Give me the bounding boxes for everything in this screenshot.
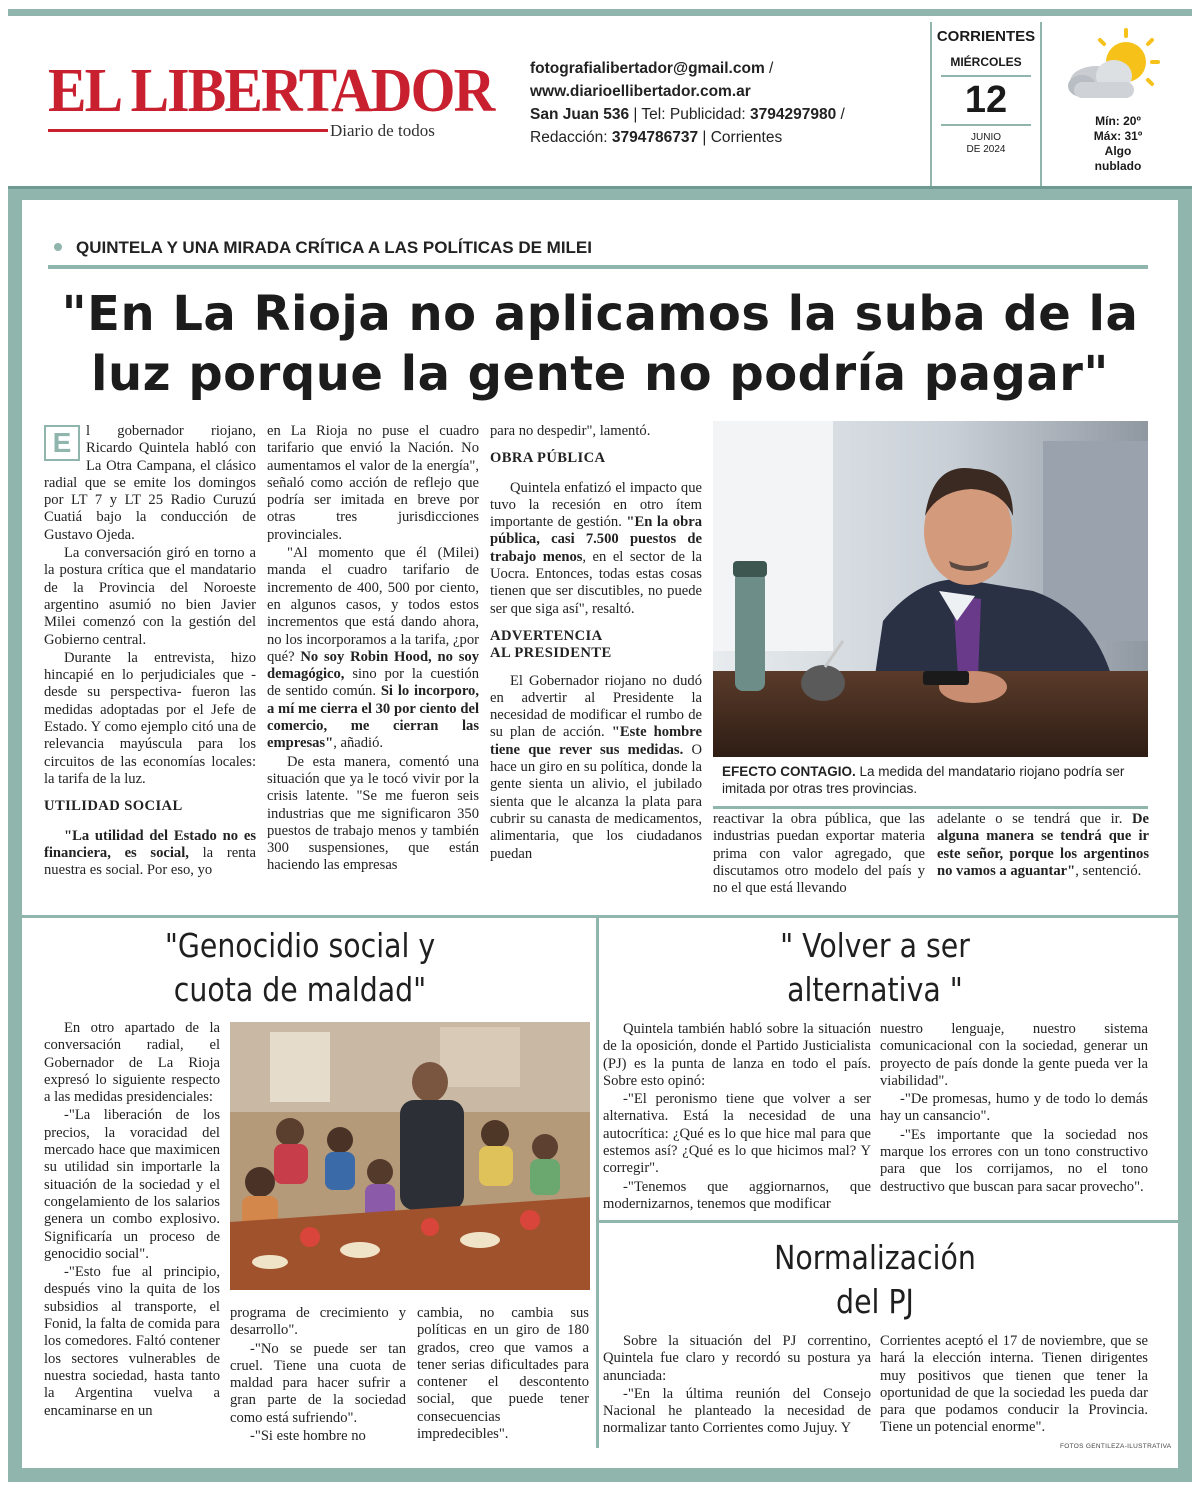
volver-column-1 (603, 1021, 871, 1214)
subhead-line-1: "Genocidio social y (164, 926, 436, 965)
partly-cloudy-icon (1062, 24, 1172, 114)
paragraph: -"Es importante que la sociedad nos marque los errores con un tono constructivo para que los corrijamos, no el tono destructivo que buscan para sacar provecho". (880, 1126, 1148, 1195)
bullet-icon (54, 243, 62, 251)
photo-comedor (230, 1022, 590, 1290)
kicker: QUINTELA Y UNA MIRADA CRÍTICA A LAS POLÍTICAS DE MILEI (76, 238, 592, 257)
caption-lead: EFECTO CONTAGIO. (722, 764, 856, 779)
paragraph: Sobre la situación del PJ correntino, Quintela fue claro y recordó su postura ya anunciada: (603, 1333, 871, 1384)
photo-governor (713, 421, 1148, 757)
weather-desc: Algo (1104, 144, 1132, 158)
bold-quote: "Este hombre tiene que rever sus medidas. (490, 724, 702, 758)
genocidio-column-2 (230, 1305, 406, 1446)
subhead-line-2: del PJ (836, 1282, 914, 1321)
paragraph: l gobernador riojano, Ricardo Quintela habló con La Otra Campana, el clásico radial que se emite los domingos por LT 7 y LT 25 Radio Curuzú Cuatiá bajo la conducción de Gustavo Ojeda. (44, 423, 256, 543)
subhead-normalizacion (690, 1236, 1060, 1324)
paragraph: Quintela también habló sobre la situación de la oposición, donde el Partido Justicialista (PJ) es la punta de lanza en todo el país. Sobre esto opinó: (603, 1021, 871, 1089)
separator: / (836, 106, 845, 123)
paragraph: -"La liberación de los precios, la voracidad del mercado hace que maximicen su utilidad sin importarle la situación de la sociedad y el congelamiento de los salarios genera un combo explosivo. Significaría un proceso de genocidio social". (44, 1107, 220, 1262)
paragraph-text: sino por la cuestión de sentido común. (267, 666, 479, 700)
bold-quote: Si lo incorporo, a mí me cierra el 30 por ciento del comercio, me cierran las empresas" (267, 683, 479, 752)
genocidio-column-3 (417, 1305, 589, 1444)
date-box (930, 22, 1042, 188)
city: CORRIENTES (936, 28, 1036, 45)
weather-desc-2: nublado (1094, 159, 1142, 173)
email-link[interactable]: fotografialibertador@gmail.com (530, 60, 765, 77)
weekday: MIÉRCOLES (950, 55, 1022, 69)
bold-quote: No soy Robin Hood, no soy demagógico, (267, 648, 479, 683)
section-heading: OBRA PÚBLICA (490, 450, 606, 467)
caption-text: La medida del mandatario riojano podría ser imitada por otras tres provincias. (722, 764, 1125, 796)
kicker-row (48, 233, 1148, 269)
paragraph-text: , sentenció. (1075, 862, 1142, 879)
paragraph-text: adelante o se tendrá que ir. (937, 811, 1132, 827)
paragraph-text: , en el sector de la Uocra. Entonces, todas estas cosas tienen que ser discutibles, no puede ser que siga así", resaltó. (490, 548, 702, 617)
website-link[interactable]: www.diarioellibertador.com.ar (530, 83, 751, 100)
photo-credit: FOTOS GENTILEZA-ILUSTRATIVA (1060, 1443, 1172, 1450)
paragraph-text: "Al momento que él (Milei) manda el cuadro tarifario de incremento de 400, 500 por ciento, en algunos casos, y todos estos incrementos que está dando ahora, no los incorporamos a la tarifa, ¿por qué? (267, 545, 479, 665)
paragraph: -"Esto fue al principio, después vino la quita de los subsidios al transporte, el Fonid, la falta de comida para los comedores. Faltó contener los sectores vulnerables de nuestra sociedad, hasta tanto la Argentina vuelva a encaminarse en un (44, 1264, 220, 1419)
logo-underline (48, 129, 328, 132)
weather-text (1044, 114, 1192, 174)
separator: / (764, 60, 774, 77)
children-dining-photo-illustration (230, 1022, 590, 1290)
tagline: Diario de todos (330, 121, 435, 140)
section-heading: UTILIDAD SOCIAL (44, 798, 183, 815)
article-column-5 (937, 811, 1149, 881)
paragraph: En otro apartado de la conversación radial, el Gobernador de La Rioja expresó lo siguiente respecto a las medidas presidenciales: (44, 1020, 220, 1106)
tel-label: | Tel: Publicidad: (629, 106, 750, 123)
paragraph-text: Quintela enfatizó el impacto que tuvo la recesión en otro ítem importante de gestión. (490, 479, 702, 531)
drop-cap: E (44, 425, 80, 461)
article-headline (40, 284, 1160, 404)
heading-line-1: ADVERTENCIA (490, 627, 603, 644)
masthead-bottom-bar (8, 186, 1192, 200)
paragraph: -"En la última reunión del Consejo Nacional he planteado la necesidad de normalizar tanto Corrientes como Jujuy. Y (603, 1385, 871, 1437)
pj-column-2 (880, 1333, 1148, 1438)
section-divider-2 (599, 1220, 1178, 1223)
governor-photo-illustration (713, 421, 1148, 757)
section-heading (490, 628, 702, 663)
headline-line-2: luz porque la gente no podría pagar" (91, 346, 1109, 402)
paragraph-text: El Gobernador riojano no dudó en advertir al Presidente la necesidad de modificar el rumbo de su plan de acción. (490, 672, 702, 741)
paragraph: reactivar la obra pública, que las industrias puedan exportar materia prima con valor agregado, que discutamos otro modelo del país y no el que está llevando (713, 811, 925, 897)
subhead-genocidio (119, 924, 480, 1012)
day-number: 12 (941, 75, 1031, 126)
paragraph: La conversación giró en torno a la postura crítica que el mandatario de la Provincia del Noroeste argentino asumió no bien Javier Milei comenzó con la gestión del Gobierno central. (44, 545, 256, 648)
paragraph: para no despedir", lamentó. (490, 423, 651, 439)
newspaper-logo[interactable]: EL LIBERTADOR (48, 57, 494, 125)
month-name: JUNIO (971, 132, 1001, 143)
volver-column-2 (880, 1021, 1148, 1197)
paragraph-text: la renta nuestra es social. Por eso, yo (44, 844, 256, 879)
pj-column-1 (603, 1333, 871, 1439)
section-divider (22, 915, 1178, 918)
paragraph: De esta manera, comentó una situación que ya le tocó vivir por la crisis latente. "Se me fueron seis industrias que me significaron 350 puestos de trabajo menos y también 300 suspensiones, que están haciendo las empresas (267, 753, 479, 874)
bold-quote: "La utilidad del Estado no es financiera, es social, (44, 827, 256, 861)
article-column-3 (490, 423, 702, 864)
temp-max: Máx: 31º (1093, 129, 1143, 143)
paragraph: Durante la entrevista, hizo hincapié en lo perjudiciales que -desde su perspectiva- fueron las medidas adoptadas por el Jefe de Estado. Y como ejemplo citó una de relevancia mayúscula para los circuitos de las economías locales: la tarifa de la luz. (44, 649, 256, 787)
paragraph: -"Si este hombre no (250, 1428, 366, 1445)
paragraph: nuestro lenguaje, nuestro sistema comunicacional con la sociedad, generar un proyecto de país donde la gente pueda ver la viabilidad". (880, 1021, 1148, 1089)
subhead-line-1: " Volver a ser (780, 926, 970, 965)
headline-line-1: "En La Rioja no aplicamos la suba de la (61, 286, 1139, 342)
paragraph: -"De promesas, humo y de todo lo demás hay un cansancio". (880, 1091, 1148, 1125)
masthead (8, 16, 1192, 186)
tel-redaccion: 3794786737 (611, 129, 699, 146)
paragraph: -"El peronismo tiene que volver a ser alternativa. Está la necesidad de una autocrítica: ¿Qué es lo que hice mal para que estemos así? ¿Qué es lo que hicimos mal? Y corregir". (603, 1091, 871, 1177)
top-accent-bar (8, 9, 1192, 16)
month (932, 132, 1040, 156)
weather-box (1044, 22, 1192, 188)
paragraph: -"No se puede ser tan cruel. Tiene una cuota de maldad para hacer sufrir a gran parte de la sociedad como está sufriendo". (230, 1340, 406, 1426)
temp-min: Mín: 20º (1095, 114, 1141, 128)
address: San Juan 536 (530, 106, 630, 123)
bold-quote: De alguna manera se tendrá que ir este señor, porque los argentinos no vamos a aguantar" (937, 811, 1149, 879)
heading-line-2: AL PRESIDENTE (490, 645, 612, 662)
article-column-2 (267, 423, 479, 876)
paragraph: -"Tenemos que aggiornarnos, que modernizarnos, tenemos que modificar (603, 1178, 871, 1212)
contact-info (530, 57, 870, 149)
paragraph-text: , añadió. (333, 735, 384, 752)
paragraph-text: O hace un giro en su política, donde la gente sienta un alivio, el jubilado sienta que le alcanza la plata para cubrir su canasta de medicamentos, alimentaria, que los ciudadanos puedan (490, 741, 702, 862)
bold-quote: "En la obra pública, casi 7.500 puestos de trabajo menos (490, 514, 702, 565)
article-column-1 (44, 423, 256, 880)
caption-rule (713, 806, 1148, 809)
subhead-volver (690, 924, 1060, 1012)
subhead-line-2: cuota de maldad" (173, 970, 427, 1009)
year: DE 2024 (966, 144, 1006, 155)
paragraph: programa de crecimiento y desarrollo". (230, 1305, 406, 1339)
column-divider (596, 918, 599, 1448)
tel-publicidad: 3794297980 (750, 106, 837, 123)
photo-caption (722, 763, 1146, 797)
paragraph: en La Rioja no puse el cuadro tarifario que envió la Nación. No aumentamos el valor de la energía", señaló como acción de reflejo que podría ser imitada en breve por otras tres jurisdicciones provinciales. (267, 423, 479, 543)
paragraph: cambia, no cambia sus políticas en un giro de 180 grados, creo que vamos a tener serias dificultades para contener el descontento social, que puede tener consecuencias impredecibles". (417, 1305, 589, 1443)
subhead-line-1: Normalización (774, 1238, 976, 1277)
article-column-4 (713, 811, 925, 898)
paragraph: Corrientes aceptó el 17 de noviembre, que se hará la elección interna. Tienen dirigentes muy positivos que tienen que tener la oportunidad de que la sociedad les pueda dar para que podamos conducir la Provincia. Tiene un potencial enorme". (880, 1333, 1148, 1436)
subhead-line-2: alternativa " (787, 970, 963, 1009)
genocidio-column-1 (44, 1020, 220, 1421)
redaccion-label: Redacción: (530, 129, 612, 146)
city-tail: | Corrientes (698, 129, 783, 146)
